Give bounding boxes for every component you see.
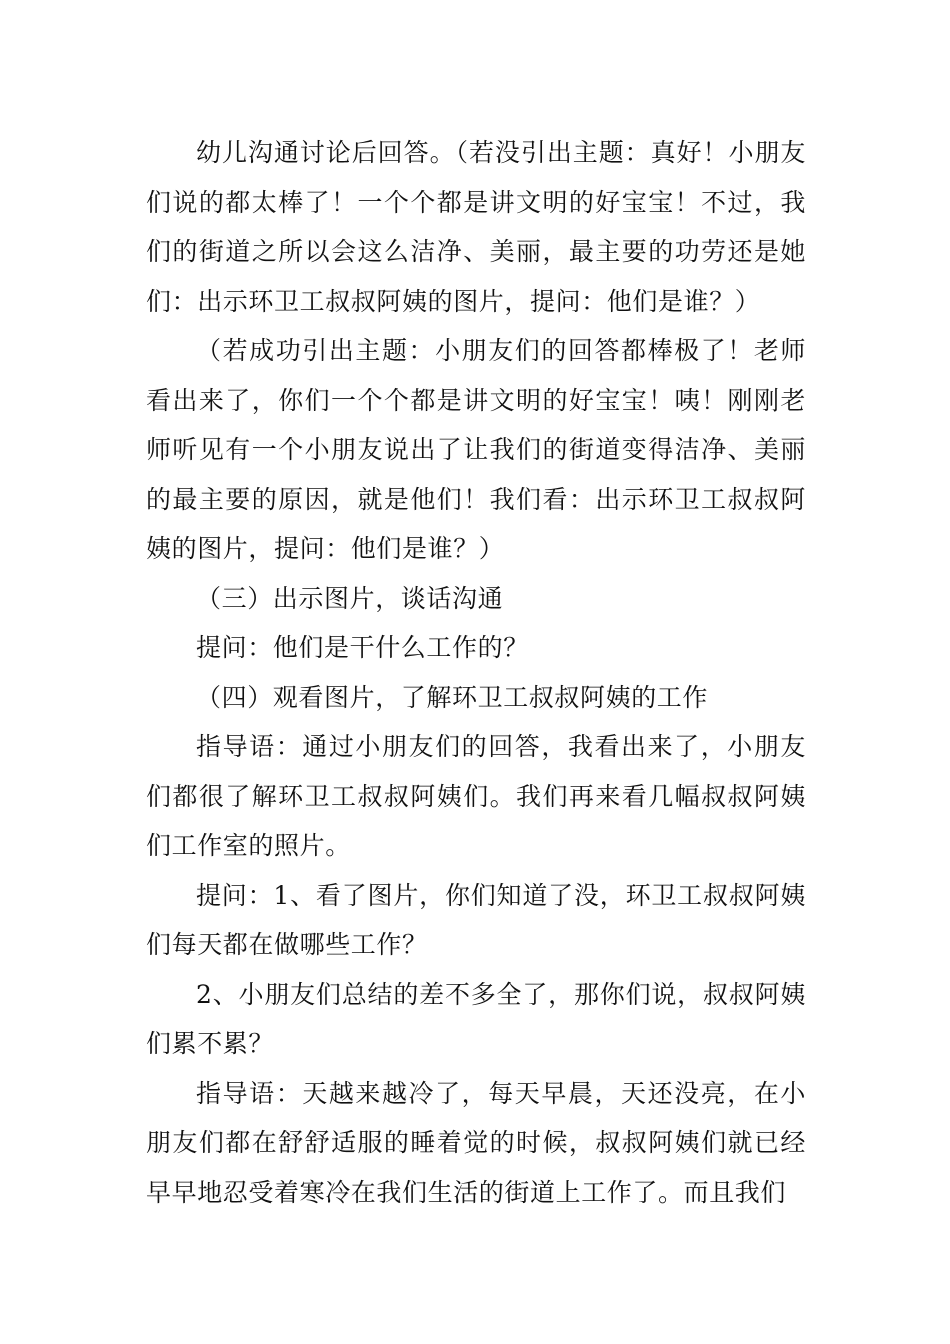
paragraph-question-2: 2、小朋友们总结的差不多全了，那你们说，叔叔阿姨们累不累？ bbox=[146, 979, 806, 1058]
paragraph-guidance-1: 指导语：通过小朋友们的回答，我看出来了，小朋友们都很了解环卫工叔叔阿姨们。我们再来看几幅叔叔阿姨们工作室的照片。 bbox=[146, 732, 806, 860]
paragraph-guidance-2: 指导语：天越来越冷了，每天早晨，天还没亮，在小朋友们都在舒舒适服的睡着觉的时候，叔叔阿姨们就已经早早地忍受着寒冷在我们生活的街道上工作了。而且我们 bbox=[146, 1078, 806, 1207]
paragraph-question-work: 提问：他们是干什么工作的？ bbox=[196, 633, 529, 662]
section-heading-four: （四）观看图片，了解环卫工叔叔阿姨的工作 bbox=[196, 682, 709, 712]
section-heading-three: （三）出示图片，谈话沟通 bbox=[196, 583, 504, 613]
document-body bbox=[146, 128, 806, 1217]
paragraph-success-theme: （若成功引出主题：小朋友们的回答都棒极了！老师看出来了，你们一个个都是讲文明的好宝宝！咦！刚刚老师听见有一个小朋友说出了让我们的街道变得洁净、美丽的最主要的原因，就是他们！我们看：出示环卫工叔叔阿姨的图片，提问：他们是谁？） bbox=[146, 336, 806, 563]
paragraph-discussion-answer: 幼儿沟通讨论后回答。（若没引出主题：真好！小朋友们说的都太棒了！一个个都是讲文明的好宝宝！不过，我们的街道之所以会这么洁净、美丽，最主要的功劳还是她们：出示环卫工叔叔阿姨的图片，提问：他们是谁？） bbox=[146, 138, 806, 316]
paragraph-question-1: 提问：1、看了图片，你们知道了没，环卫工叔叔阿姨们每天都在做哪些工作？ bbox=[146, 880, 806, 959]
